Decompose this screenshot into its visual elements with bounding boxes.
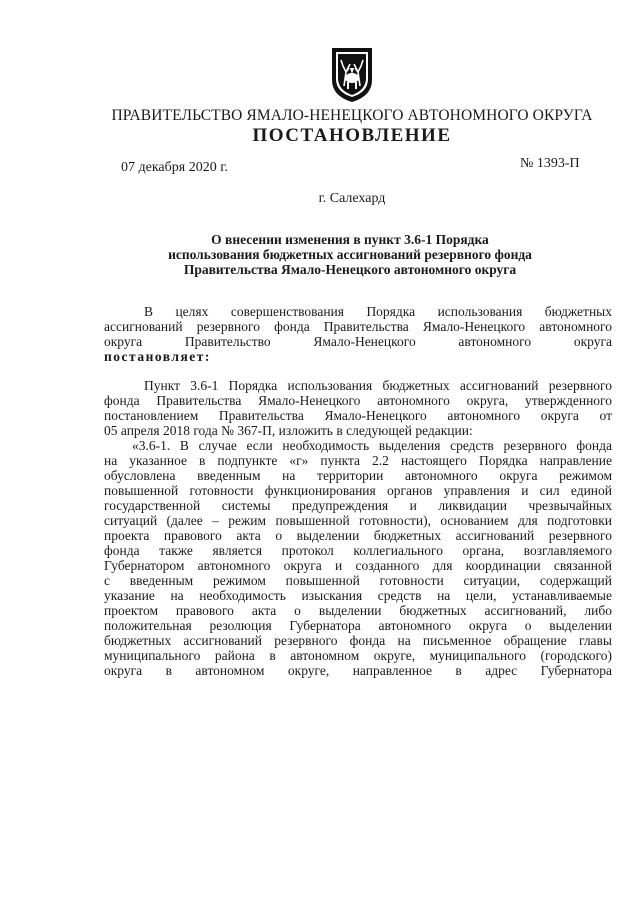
paragraph-line: В целях совершенствования Порядка использования бюджетных — [144, 304, 612, 319]
title-line: использования бюджетных ассигнований резервного фонда — [168, 247, 532, 262]
title-line: О внесении изменения в пункт 3.6-1 Порядка — [211, 232, 489, 247]
paragraph-line: проектом правового акта о выделении бюджетных ассигнований, либо — [104, 603, 612, 618]
document-type: ПОСТАНОВЛЕНИЕ — [252, 125, 452, 146]
paragraph-line: 05 апреля 2018 года № 367-П, изложить в следующей редакции: — [104, 423, 473, 438]
document-number: № 1393-П — [520, 156, 580, 171]
title-line: Правительства Ямало-Ненецкого автономного округа — [183, 262, 517, 277]
government-name: ПРАВИТЕЛЬСТВО ЯМАЛО-НЕНЕЦКОГО АВТОНОМНОГО ОКРУГА — [111, 107, 593, 124]
paragraph-line: «3.6-1. В случае если необходимость выделения средств резервного фонда — [132, 438, 612, 453]
quoted-section-3-6-1 — [104, 438, 612, 678]
paragraph-line: округа в автономном округе, направленное в адрес Губернатора — [104, 663, 612, 678]
paragraph-line: ситуаций (далее – режим повышенной готовности), основанием для подготовки — [104, 513, 612, 528]
paragraph-line: фонда Правительства Ямало-Ненецкого автономного округа, утвержденного — [104, 393, 612, 408]
paragraph-line: постановлением Правительства Ямало-Ненецкого автономного округа от — [104, 408, 612, 423]
paragraph-line: государственной системы предупреждения и ликвидации чрезвычайных — [104, 498, 612, 513]
point-1-paragraph — [104, 378, 612, 438]
paragraph-line: бюджетных ассигнований резервного фонда на письменное обращение главы — [104, 633, 612, 648]
paragraph-line: повышенной готовности функционирования органов управления и сил единой — [104, 483, 612, 498]
paragraph-line: проекта правового акта о выделении бюджетных ассигнований резервного — [104, 528, 612, 543]
decree-word: постановляет: — [104, 349, 211, 364]
preamble-paragraph — [104, 304, 612, 364]
paragraph-line: муниципального района в автономном округе, муниципального (городского) — [104, 648, 612, 663]
document-date: 07 декабря 2020 г. — [121, 160, 228, 175]
document-title — [120, 232, 580, 277]
paragraph-line: округа Правительство Ямало-Ненецкого автономного округа — [104, 334, 612, 349]
paragraph-line: положительная резолюция Губернатора автономного округа о выделении — [104, 618, 612, 633]
paragraph-line: ассигнований резервного фонда Правительства Ямало-Ненецкого автономного — [104, 319, 612, 334]
paragraph-line: с введенным режимом повышенной готовности ситуации, содержащий — [104, 573, 612, 588]
paragraph-line: фонда также является протокол коллегиального органа, возглавляемого — [104, 543, 612, 558]
paragraph-line: Пункт 3.6-1 Порядка использования бюджетных ассигнований резервного — [144, 378, 612, 393]
paragraph-line: на указанное в подпункте «г» пункта 2.2 настоящего Порядка направление — [104, 453, 612, 468]
yanao-coat-of-arms-icon — [326, 46, 378, 104]
paragraph-line: обусловлена введенным на территории автономного округа режимом — [104, 468, 612, 483]
paragraph-line: указание на необходимость изыскания средств на цели, устанавливаемые — [104, 588, 612, 603]
paragraph-line: Губернатором автономного округа и созданного для координации связанной — [104, 558, 612, 573]
document-city: г. Салехард — [318, 191, 386, 206]
